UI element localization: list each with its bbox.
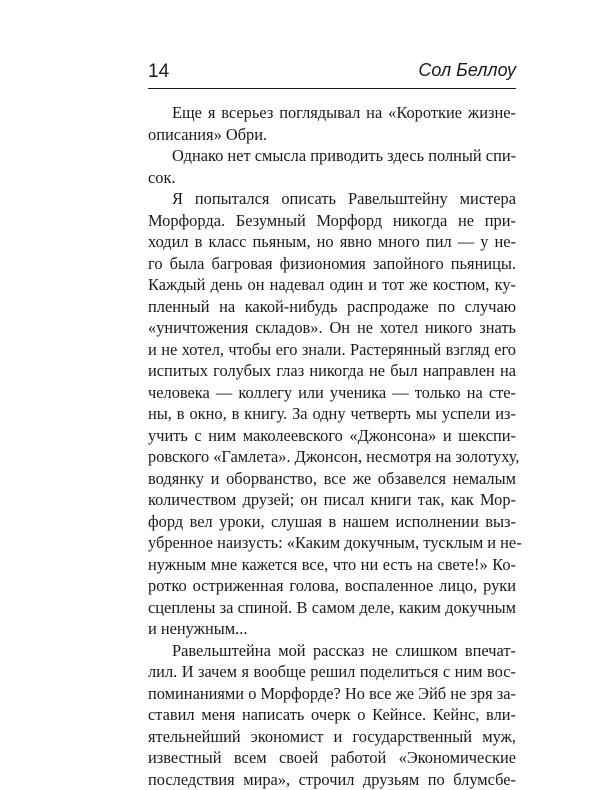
text-line: лил. И зачем я вообще решил поделиться с ним вос- (148, 661, 516, 683)
text-line: пленный на какой-нибудь распродаже по случаю (148, 296, 516, 318)
text-line: описания» Обри. (148, 124, 516, 146)
text-line: го была багровая физиономия запойного пьяницы. (148, 253, 516, 275)
text-line: сок. (148, 167, 516, 189)
text-line: испитых голубых глаз никогда не был направлен на (148, 360, 516, 382)
text-line: ятельнейший экономист и государственный муж, (148, 726, 516, 748)
text-line: убренное наизусть: «Каким докучным, тусклым и не- (148, 532, 516, 554)
text-line: ставил меня написать очерк о Кейнсе. Кейнс, вли- (148, 704, 516, 726)
text-line: нужным мне кажется все, что ни есть на свете!» Ко- (148, 554, 516, 576)
text-line: поминаниями о Морфорде? Но все же Эйб не зря за- (148, 683, 516, 705)
page-header (148, 56, 516, 90)
body-text (148, 102, 516, 790)
header-rule (148, 88, 516, 89)
text-line: Равельштейна мой рассказ не слишком впечат- (148, 640, 516, 662)
running-title: Сол Беллоу (418, 60, 516, 81)
text-line: «уничтожения складов». Он не хотел никого знать (148, 317, 516, 339)
text-line: учить с ним маколеевского «Джонсона» и шекспи- (148, 425, 516, 447)
page-number: 14 (148, 61, 169, 83)
text-line: сцеплены за спиной. В самом деле, каким докучным (148, 597, 516, 619)
text-line: Однако нет смысла приводить здесь полный спи- (148, 145, 516, 167)
text-line: ровского «Гамлета». Джонсон, несмотря на золотуху, (148, 446, 516, 468)
text-line: ходил в класс пьяным, но явно много пил — у не- (148, 231, 516, 253)
text-line: форд вел уроки, слушая в нашем исполнении выз- (148, 511, 516, 533)
text-line: ротко остриженная голова, воспаленное лицо, руки (148, 575, 516, 597)
text-line: количеством друзей; он писал книги так, как Мор- (148, 489, 516, 511)
text-line: Каждый день он надевал один и тот же костюм, ку- (148, 274, 516, 296)
text-line: последствия мира», строчил друзьям по блумсбе- (148, 769, 516, 790)
text-line: Морфорда. Безумный Морфорд никогда не при- (148, 210, 516, 232)
text-line: Я попытался описать Равельштейну мистера (148, 188, 516, 210)
text-line: человека — коллегу или ученика — только на сте- (148, 382, 516, 404)
text-line: известный всем своей работой «Экономические (148, 747, 516, 769)
text-line: Еще я всерьез поглядывал на «Короткие жизне- (148, 102, 516, 124)
text-line: и не хотел, чтобы его знали. Растерянный взгляд его (148, 339, 516, 361)
text-line: ны, в окно, в книгу. За одну четверть мы успели из- (148, 403, 516, 425)
text-line: и ненужным... (148, 618, 516, 640)
text-line: водянку и оборванство, все же обзавелся немалым (148, 468, 516, 490)
